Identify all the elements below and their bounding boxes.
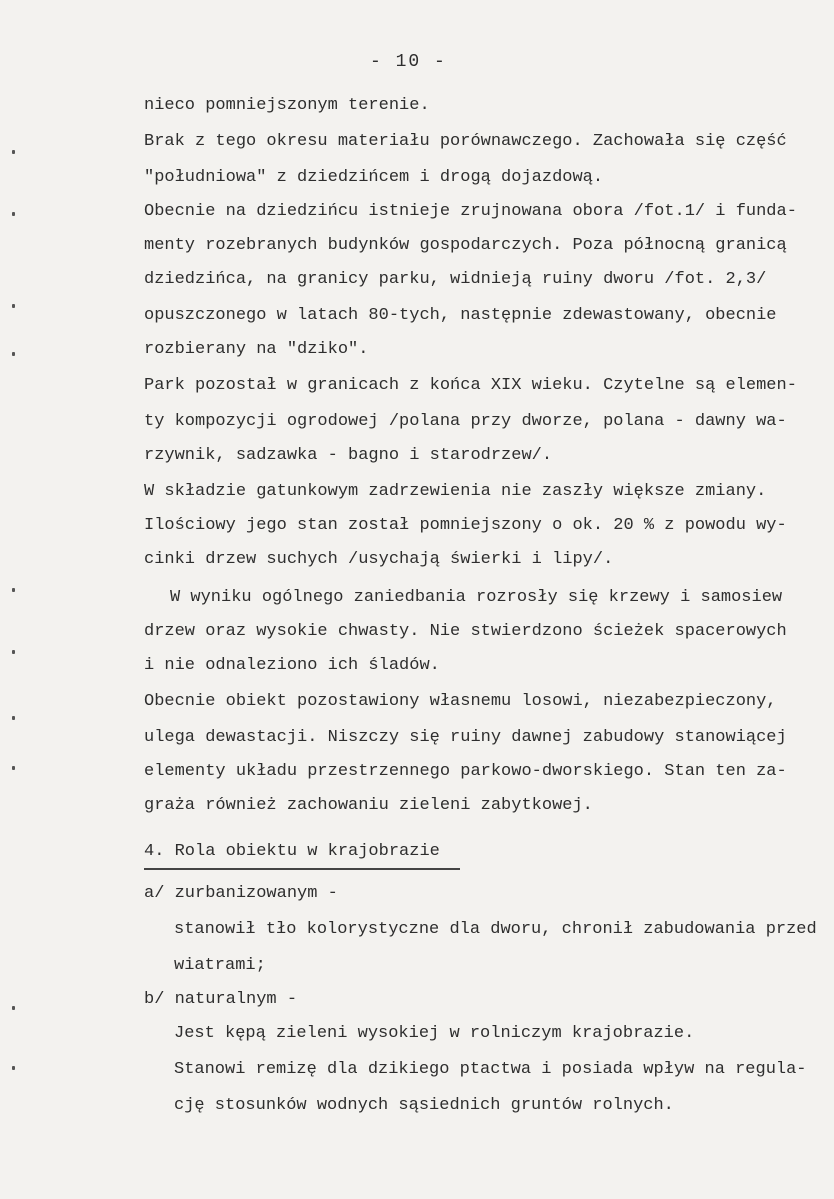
text-line: menty rozebranych budynków gospodarczych. Poza północną granicą [144, 236, 787, 255]
text-line: dziedzińca, na granicy parku, widnieją ruiny dworu /fot. 2,3/ [144, 270, 767, 289]
heading-underline [144, 868, 460, 870]
margin-mark [12, 716, 15, 720]
text-line: W wyniku ogólnego zaniedbania rozrosły się krzewy i samosiew [170, 588, 783, 607]
list-item-text: cję stosunków wodnych sąsiednich gruntów rolnych. [174, 1096, 674, 1115]
margin-mark [12, 588, 15, 592]
margin-mark [12, 150, 15, 154]
text-line: Ilościowy jego stan został pomniejszony o ok. 20 % z powodu wy- [144, 516, 787, 535]
text-line: elementy układu przestrzennego parkowo-dworskiego. Stan ten za- [144, 762, 787, 781]
list-item-text: wiatrami; [174, 956, 266, 975]
text-line: Obecnie na dziedzińcu istnieje zrujnowana obora /fot.1/ i funda- [144, 202, 797, 221]
list-item-text: Jest kępą zieleni wysokiej w rolniczym krajobrazie. [174, 1024, 695, 1043]
list-item-label: a/ zurbanizowanym - [144, 884, 338, 903]
text-line: Park pozostał w granicach z końca XIX wieku. Czytelne są elemen- [144, 376, 797, 395]
text-line: "południowa" z dziedzińcem i drogą dojazdową. [144, 168, 604, 187]
text-line: i nie odnaleziono ich śladów. [144, 656, 440, 675]
margin-mark [12, 352, 15, 356]
text-line: nieco pomniejszonym terenie. [144, 96, 430, 115]
margin-mark [12, 212, 15, 216]
text-line: ulega dewastacji. Niszczy się ruiny dawnej zabudowy stanowiącej [144, 728, 787, 747]
margin-mark [12, 1066, 15, 1070]
text-line: Obecnie obiekt pozostawiony własnemu losowi, niezabezpieczony, [144, 692, 777, 711]
list-item-text: Stanowi remizę dla dzikiego ptactwa i posiada wpływ na regula- [174, 1060, 807, 1079]
section-heading: 4. Rola obiektu w krajobrazie [144, 842, 440, 861]
text-line: rozbierany na "dziko". [144, 340, 369, 359]
text-line: drzew oraz wysokie chwasty. Nie stwierdzono ścieżek spacerowych [144, 622, 787, 641]
text-line: Brak z tego okresu materiału porównawczego. Zachowała się część [144, 132, 787, 151]
text-line: opuszczonego w latach 80-tych, następnie zdewastowany, obecnie [144, 306, 777, 325]
text-line: W składzie gatunkowym zadrzewienia nie zaszły większe zmiany. [144, 482, 767, 501]
margin-mark [12, 1006, 15, 1010]
margin-mark [12, 650, 15, 654]
text-line: graża również zachowaniu zieleni zabytkowej. [144, 796, 593, 815]
margin-mark [12, 766, 15, 770]
text-line: rzywnik, sadzawka - bagno i starodrzew/. [144, 446, 553, 465]
margin-mark [12, 304, 15, 308]
text-line: ty kompozycji ogrodowej /polana przy dworze, polana - dawny wa- [144, 412, 787, 431]
list-item-text: stanowił tło kolorystyczne dla dworu, chronił zabudowania przed [174, 920, 817, 939]
list-item-label: b/ naturalnym - [144, 990, 298, 1009]
text-line: cinki drzew suchych /usychają świerki i lipy/. [144, 550, 614, 569]
page-number: - 10 - [370, 52, 447, 72]
